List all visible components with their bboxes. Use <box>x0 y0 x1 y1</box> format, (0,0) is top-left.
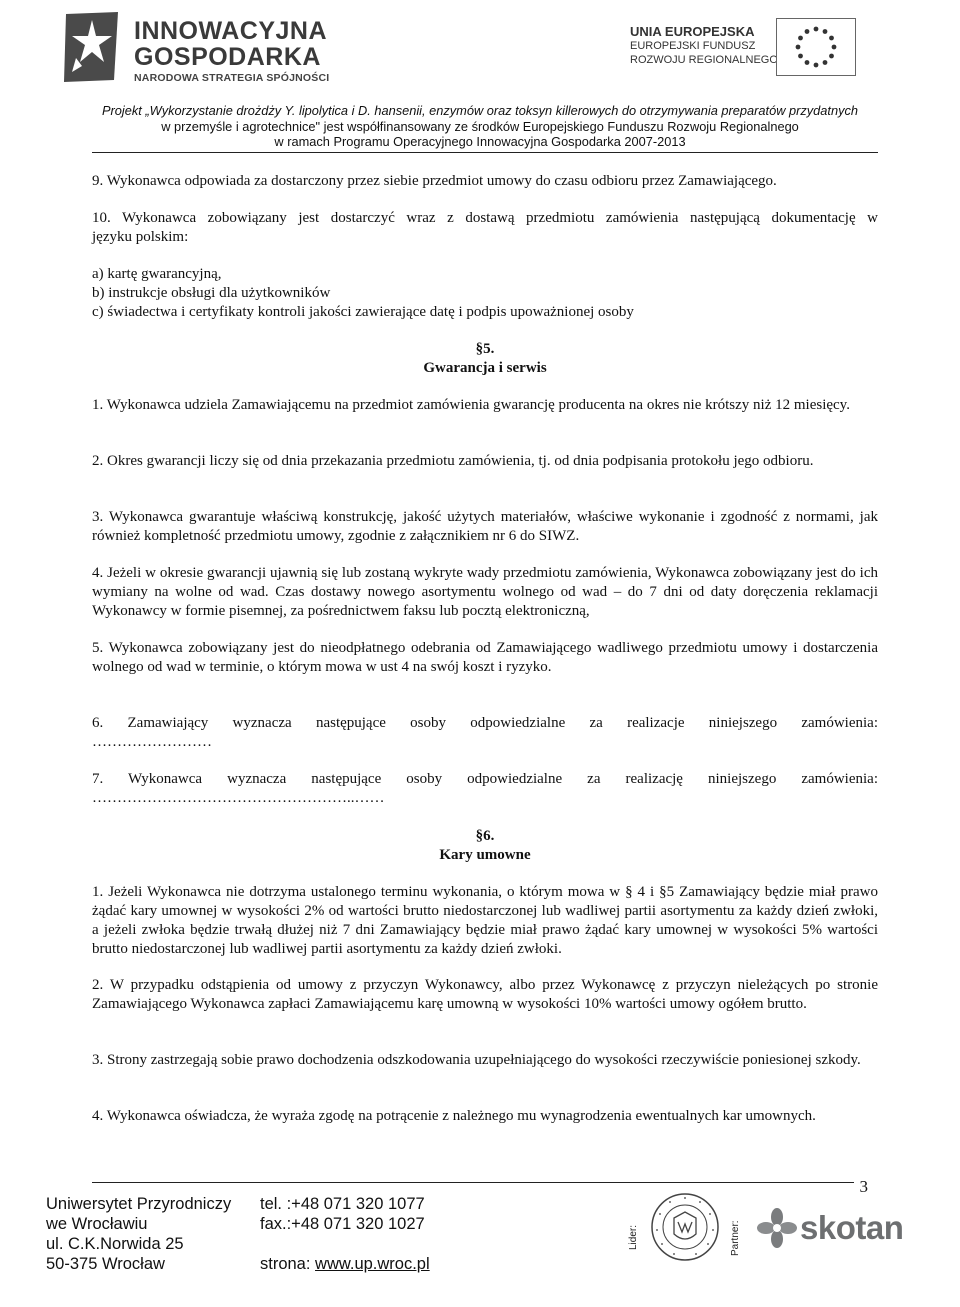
footer-divider <box>92 1182 854 1183</box>
section-6-paragraph-1: 1. Jeżeli Wykonawca nie dotrzyma ustalonego terminu wykonania, o którym mowa w § 4 i §5 Zamawiający będzie miał prawo żądać kary umownej w wysokości 2% od wartości brutto niedostarczonej lub wadliwej partii asortymentu za każdy dzień zwłoki, a jeżeli zwłoka będzie trwałą dłużej niż 7 dni Zamawiający będzie miał prawo żądać kary umownej w wysokości 5% wartości brutto niedostarczonej lub wadliwej partii asortymentu za każdy dzień zwłoki. <box>92 884 878 957</box>
footer-address <box>46 1194 231 1274</box>
project-line-1: Projekt „Wykorzystanie drożdży Y. lipolytica i D. hansenii, enzymów oraz toksyn killerowych do otrzymywania preparatów przydatnych <box>101 103 859 118</box>
paragraph-10-line1: 10. Wykonawca zobowiązany jest dostarczyć wraz z dostawą przedmiotu zamówienia następującą dokumentację w <box>92 210 878 226</box>
logo-line3: NARODOWA STRATEGIA SPÓJNOŚCI <box>134 72 330 84</box>
partner-label: Partner: <box>730 1220 741 1256</box>
header-divider <box>92 152 878 153</box>
section-5-paragraph-4: 4. Jeżeli w okresie gwarancji ujawnią się lub zostaną wykryte wady przedmiotu zamówienia, Wykonawca zobowiązany jest do ich wymiany na wolne od wad. Czas dostawy nowego asortymentu wolnego od wad – do 7 dni od daty doręczenia reklamacji Wykonawcy w formie pisemnej, za pośrednictwem faksu lub pocztą elektroniczną, <box>92 565 878 619</box>
section-6-number: §6. <box>475 828 495 844</box>
address-line-1: Uniwersytet Przyrodniczy <box>46 1195 232 1213</box>
project-line-2: w przemyśle i agrotechnice" jest współfinansowany ze środków Europejskiego Funduszu Rozwoju Regionalnego <box>161 118 799 134</box>
skotan-logo <box>756 1205 904 1251</box>
section-5-number: §5. <box>475 341 495 357</box>
skotan-leaf-icon <box>756 1207 798 1249</box>
section-5-paragraph-1: 1. Wykonawca udziela Zamawiającemu na przedmiot zamówienia gwarancję producenta na okres nie krótszy niż 12 miesięcy. <box>92 397 850 413</box>
footer-fax: fax.:+48 071 320 1027 <box>260 1215 425 1233</box>
list-item-a: a) kartę gwarancyjną, <box>92 266 222 282</box>
paragraph-6-line1: 6. Zamawiający wyznacza następujące osoby odpowiedzialne za realizacje niniejszego zamówienia: <box>92 715 878 731</box>
innowacyjna-gospodarka-logo <box>62 10 362 84</box>
footer-tel: tel. :+48 071 320 1077 <box>260 1195 425 1213</box>
page-number: 3 <box>859 1177 868 1196</box>
skotan-wordmark: skotan <box>800 1209 904 1246</box>
paragraph-7-line1: 7. Wykonawca wyznacza następujące osoby odpowiedzialne za realizację niniejszego zamówienia: <box>92 771 878 787</box>
eu-logo-line2: EUROPEJSKI FUNDUSZ <box>630 40 756 52</box>
list-item-c: c) świadectwa i certyfikaty kontroli jakości zawierające datę i podpis upoważnionej osoby <box>92 304 634 320</box>
footer-website: strona: www.up.wroc.pl <box>260 1255 430 1273</box>
project-description <box>0 103 960 150</box>
paragraph-10 <box>92 209 878 247</box>
address-line-3: ul. C.K.Norwida 25 <box>46 1235 184 1253</box>
footer-contact <box>260 1194 430 1274</box>
eu-flag-icon <box>776 18 856 76</box>
ig-star-icon <box>62 10 122 84</box>
eu-logo-line3: ROZWOJU REGIONALNEGO <box>630 54 778 66</box>
section-6-paragraph-3: 3. Strony zastrzegają sobie prawo dochodzenia odszkodowania uzupełniającego do wysokości rzeczywiście poniesionej szkody. <box>92 1052 861 1068</box>
section-5-paragraph-3: 3. Wykonawca gwarantuje właściwą konstrukcję, jakość użytych materiałów, właściwe wykonanie i zgodność z normami, jak również kompletność przedmiotu umowy, zgodnie z załącznikiem nr 6 do SIWZ. <box>92 509 878 544</box>
eu-logo <box>630 18 900 80</box>
paragraph-10-line2: języku polskim: <box>92 229 189 245</box>
address-line-4: 50-375 Wrocław <box>46 1255 165 1273</box>
section-6-paragraph-2: 2. W przypadku odstąpienia od umowy z przyczyn Wykonawcy, albo przez Wykonawcę z przyczyn nieleżących po stronie Zamawiającego Wykonawca zapłaci Zamawiającemu karę umowną w wysokości 10% wartości umowy ogółem brutto. <box>92 977 878 1012</box>
website-link[interactable]: www.up.wroc.pl <box>315 1255 430 1273</box>
section-5-paragraph-5: 5. Wykonawca zobowiązany jest do nieodpłatnego odebrania od Zamawiającego wadliwego przedmiotu umowy i dostarczenia wolnego od wad w terminie, o którym mowa w ust 4 na swój koszt i ryzyko. <box>92 640 878 675</box>
section-5-paragraph-2: 2. Okres gwarancji liczy się od dnia przekazania przedmiotu zamówienia, tj. od dnia podpisania protokołu jego odbioru. <box>92 453 814 469</box>
address-line-2: we Wrocławiu <box>46 1215 148 1233</box>
project-line-3: w ramach Programu Operacyjnego Innowacyjna Gospodarka 2007-2013 <box>274 134 686 149</box>
section-5-title: Gwarancja i serwis <box>423 360 547 376</box>
section-6-paragraph-4: 4. Wykonawca oświadcza, że wyraża zgodę na potrącenie z należnego mu wynagrodzenia ewentualnych kar umownych. <box>92 1108 816 1124</box>
section-6-title: Kary umowne <box>439 847 531 863</box>
list-item-b: b) instrukcje obsługi dla użytkowników <box>92 285 331 301</box>
section-5-paragraph-7 <box>92 770 878 808</box>
paragraph-9: 9. Wykonawca odpowiada za dostarczony przez siebie przedmiot umowy do czasu odbioru przez Zamawiającego. <box>92 173 777 189</box>
lider-label: Lider: <box>628 1224 639 1250</box>
paragraph-6-line2: …………………… <box>92 734 212 750</box>
section-5-paragraph-6 <box>92 714 878 752</box>
logo-line1: INNOWACYJNA <box>134 17 328 45</box>
paragraph-7-line2: ……………………………………………..…… <box>92 790 385 806</box>
eu-logo-line1: UNIA EUROPEJSKA <box>630 24 755 39</box>
university-seal-icon <box>650 1192 720 1262</box>
logo-line2: GOSPODARKA <box>134 43 321 71</box>
